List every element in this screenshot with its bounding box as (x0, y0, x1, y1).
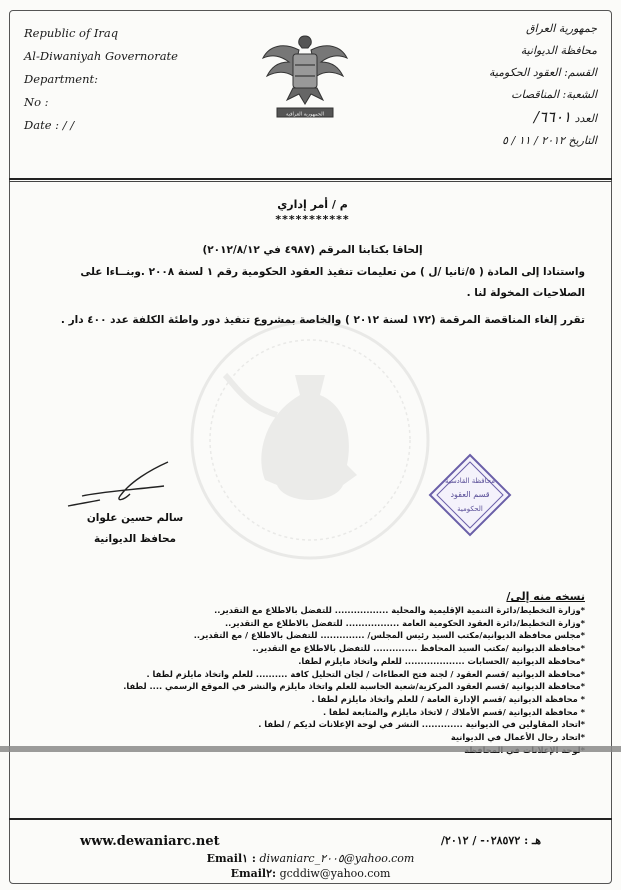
order-paragraph-1: واستنادا إلى المادة ( ٥/ثانيا /ل ) من تعليمات تنفيذ العقود الحكومية رقم ١ لسنة ٢٠٠٨ .وبنــاءا على الصلاحيات المخولة لنا . (80, 266, 585, 299)
header-date: Date : / / (24, 118, 75, 132)
email-1-label: Email١ : (206, 852, 256, 865)
list-item: *وزارة التخطيط/دائرة العقود الحكومية العامة ................. للتفضل بالاطلاع مع التقدير.. (224, 617, 585, 628)
list-item: *مجلس محافظة الديوانية/مكتب السيد رئيس المجلس/ .............. للتفضل بالاطلاع / مع التقدير.. (193, 630, 585, 641)
header-arabic (427, 18, 597, 152)
scan-artifact-bar (0, 746, 621, 752)
copies-title: نسخه منه إلى/ (506, 590, 585, 603)
header-number: No : (24, 95, 49, 109)
list-item: *محافظة الديوانية /مكتب السيد المحافظ .............. للتفضل بالاطلاع مع التقدير.. (252, 643, 585, 654)
official-stamp-icon (428, 453, 512, 537)
handwritten-signature-icon (60, 456, 190, 516)
header-country: Republic of Iraq (24, 26, 119, 40)
header-divider (9, 178, 612, 180)
list-item: *اتحاد المقاولين في الديوانية ............. النشر في لوحة الإعلانات لديكم / لطفا . (258, 719, 585, 730)
emblem-caption: الجمهورية العراقية (285, 111, 325, 118)
list-item: *اتحاد رجال الأعمال في الديوانية (450, 732, 585, 743)
header-english (24, 22, 234, 137)
header-governorate-ar: محافظة الديوانية (520, 44, 597, 57)
order-stars: *********** (275, 213, 350, 226)
header-republic-ar: جمهورية العراق (525, 22, 597, 35)
date-value: ٢٠١٢ / ١١ / ٥ (502, 134, 565, 147)
header-number-ar (427, 106, 597, 130)
order-reference: إلحاقا بكتابنا المرقم (٤٩٨٧ في ٢٠١٢/٨/١٢) (202, 244, 423, 256)
date-label: التاريخ (568, 134, 597, 147)
stamp-line-1: محافظة القادسية (444, 477, 496, 485)
header-date-ar (427, 130, 597, 152)
list-item: * محافظة الديوانية /قسم الأملاك / لاتخاذ مايلزم والمتابعة لطفا . (322, 706, 585, 717)
stamp-line-3: الحكومية (457, 505, 483, 513)
stamp-line-2: قسم العقود (450, 490, 490, 499)
email-2-value: gcddiw@yahoo.com (279, 867, 391, 880)
list-item: *محافظة الديوانية /قسم العقود / لجنة فتح العطاءات / لجان التحليل كافة .......... للعلم واتخاذ مايلزم لطفا . (146, 668, 585, 679)
copies-list (25, 604, 585, 756)
header-section-ar: الشعبة: المناقصات (511, 88, 597, 101)
order-title: م / أمر إداري (277, 198, 348, 211)
watermark-coffee-pot-icon (185, 315, 435, 565)
signatory-title: محافظ الديوانية (93, 533, 177, 545)
footer-email-2 (0, 867, 621, 880)
list-item: *وزارة التخطيط/دائرة التنمية الإقليمية والمحلية ................. للتفضل بالاطلاع مع التقدير.. (214, 605, 585, 615)
footer-email-1 (0, 852, 621, 865)
email-2-label: Email٢: (230, 867, 277, 880)
order-paragraph-2: تقرر إلغاء المناقصة المرقمة (١٧٢ لسنة ٢٠١٢ ) والخاصة بمشروع تنفيذ دور واطئة الكلفة عدد ٤٠٠ دار . (60, 314, 585, 326)
number-label: العدد (574, 112, 597, 125)
header-department-ar: القسم: العقود الحكومية (488, 66, 597, 79)
header-department: Department: (24, 72, 98, 86)
footer-fax: هـ : ٠٢٨٥٧٢- / ٢٠١٢/ (440, 834, 541, 847)
list-item: *محافظة الديوانية /قسم العقود المركزية/شعبة الحاسبة للعلم واتخاذ مايلزم والنشر في الموقع الرسمي .... لطفا. (123, 681, 585, 692)
list-item: * محافظة الديوانية /قسم الإدارة العامة / للعلم واتخاذ مايلزم لطفا . (311, 693, 585, 704)
order-body (40, 190, 585, 331)
header-divider-thin (9, 181, 612, 182)
header-governorate: Al-Diwaniyah Governorate (24, 49, 178, 63)
footer-website: www.dewaniarc.net (80, 834, 220, 849)
iraq-eagle-emblem-icon (259, 24, 351, 124)
list-item: *محافظة الديوانية /الحسابات ................... للعلم واتخاذ مايلزم لطفا. (298, 655, 585, 666)
number-value: ٦٦٠١/ (533, 108, 572, 126)
signatory-name: سالم حسين علوان (86, 512, 184, 524)
email-1-value: diwaniarc_٢٠٠٥@yahoo.com (259, 852, 415, 865)
